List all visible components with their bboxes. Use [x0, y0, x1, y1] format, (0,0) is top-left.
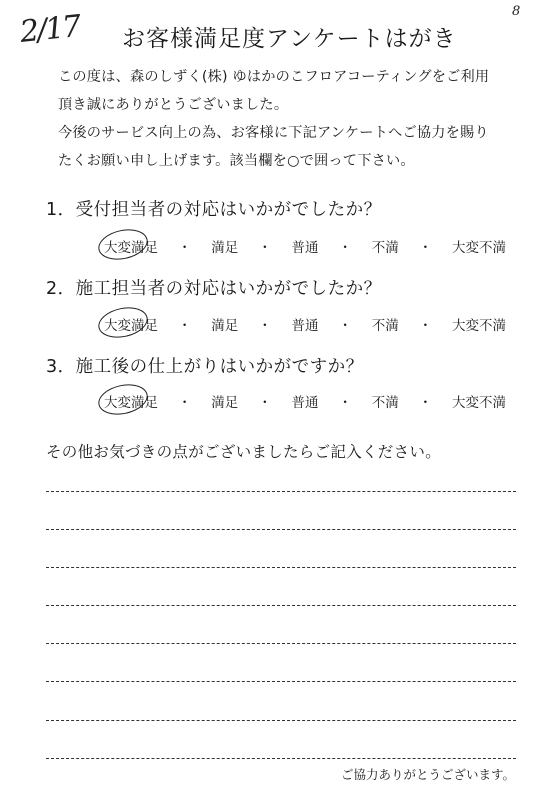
option-dissatisfied[interactable]: 不満 — [371, 240, 399, 256]
comment-line[interactable] — [46, 681, 516, 682]
intro-line-4: たくお願い申し上げます。該当欄を○で囲って下さい。 — [58, 153, 415, 169]
option-separator: ・ — [258, 395, 272, 411]
comment-line[interactable] — [46, 529, 516, 530]
option-neutral[interactable]: 普通 — [291, 318, 319, 334]
option-very-dissatisfied[interactable]: 大変不満 — [452, 395, 506, 411]
option-dissatisfied[interactable]: 不満 — [371, 318, 399, 334]
option-separator: ・ — [338, 240, 352, 256]
comment-line[interactable] — [46, 491, 516, 492]
option-separator: ・ — [258, 318, 272, 334]
question-2: 2．施工担当者の対応はいかがでしたか？ — [46, 279, 382, 299]
question-1-options — [104, 236, 506, 256]
selection-circle — [96, 303, 151, 342]
question-3-options — [104, 391, 506, 411]
comment-line[interactable] — [46, 567, 516, 568]
option-separator: ・ — [177, 395, 192, 411]
comment-line[interactable] — [46, 605, 516, 606]
option-separator: ・ — [418, 240, 433, 256]
question-1: 1．受付担当者の対応はいかがでしたか？ — [46, 200, 382, 220]
selection-circle — [96, 380, 151, 419]
intro-line-3: 今後のサービス向上の為、お客様に下記アンケートへご協力を賜り — [58, 125, 489, 141]
question-3: 3．施工後の仕上がりはいかがですか？ — [46, 357, 364, 377]
option-very-dissatisfied[interactable]: 大変不満 — [452, 318, 506, 334]
thanks-note: ご協力ありがとうございます。 — [340, 767, 515, 782]
question-2-options — [104, 314, 506, 334]
option-separator: ・ — [177, 240, 192, 256]
option-satisfied[interactable]: 満足 — [211, 318, 239, 334]
option-dissatisfied[interactable]: 不満 — [371, 395, 399, 411]
option-satisfied[interactable]: 満足 — [211, 240, 239, 256]
survey-title: お客様満足度アンケートはがき — [122, 26, 457, 52]
option-separator: ・ — [177, 318, 192, 334]
option-separator: ・ — [418, 318, 433, 334]
option-very-satisfied[interactable]: 大変満足 — [104, 391, 158, 411]
comment-line[interactable] — [46, 643, 516, 644]
comment-prompt: その他お気づきの点がございましたらご記入ください。 — [46, 443, 442, 461]
page-number: 8 — [512, 4, 521, 19]
option-separator: ・ — [338, 318, 352, 334]
option-separator: ・ — [418, 395, 433, 411]
option-very-satisfied[interactable]: 大変満足 — [104, 236, 158, 256]
option-neutral[interactable]: 普通 — [291, 240, 319, 256]
option-very-satisfied[interactable]: 大変満足 — [104, 314, 158, 334]
option-satisfied[interactable]: 満足 — [211, 395, 239, 411]
comment-line[interactable] — [46, 758, 516, 759]
option-separator: ・ — [258, 240, 272, 256]
handwritten-date: 2/17 — [18, 8, 82, 51]
intro-line-1: この度は、森のしずく(株) ゆはかのこフロアコーティングをご利用 — [58, 69, 490, 85]
intro-line-2: 頂き誠にありがとうございました。 — [58, 97, 289, 113]
option-separator: ・ — [338, 395, 352, 411]
comment-line[interactable] — [46, 720, 516, 721]
option-very-dissatisfied[interactable]: 大変不満 — [452, 240, 506, 256]
option-neutral[interactable]: 普通 — [291, 395, 319, 411]
selection-circle — [96, 225, 151, 264]
